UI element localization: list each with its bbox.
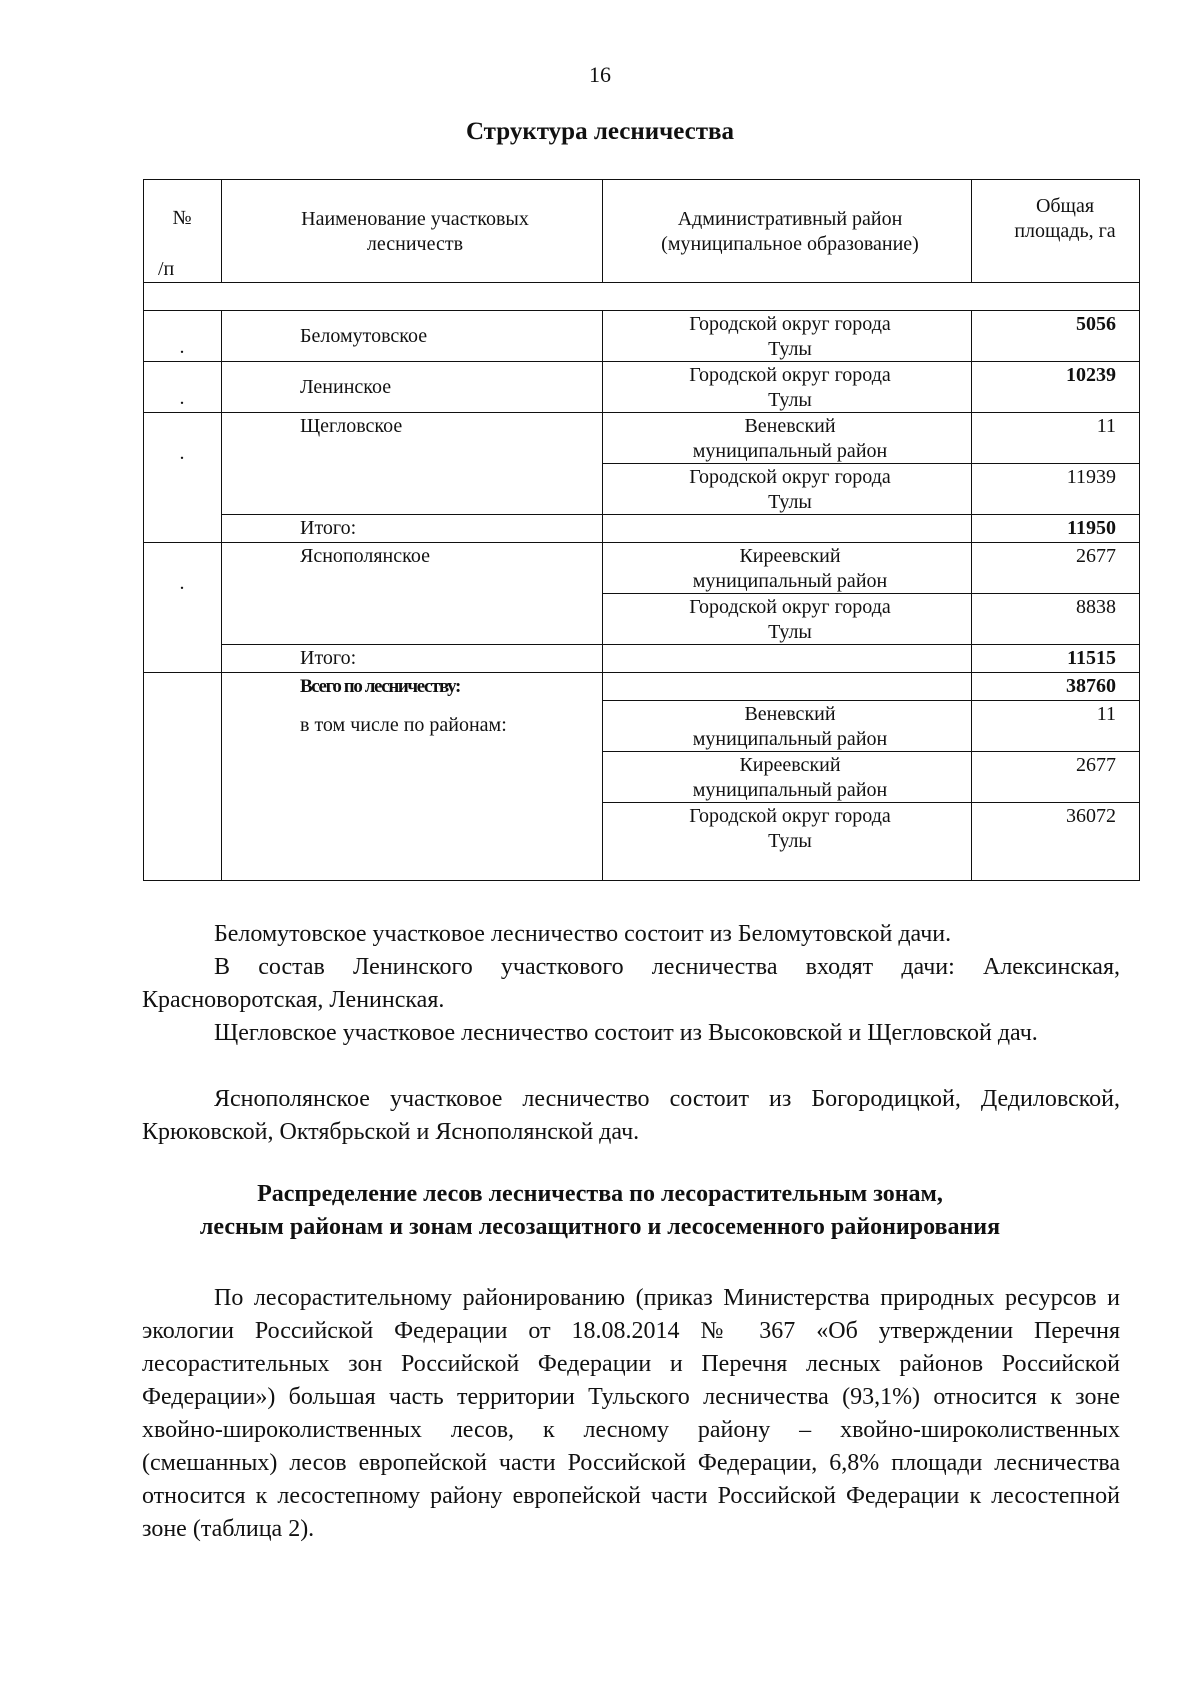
area: 36072	[1066, 805, 1116, 827]
forestry-name: Яснополянское	[300, 545, 430, 567]
district: Веневский муниципальный район	[692, 703, 888, 750]
forestry-name: Беломутовское	[300, 325, 428, 347]
area: 2677	[1076, 754, 1116, 776]
district: Городской округ города Тулы	[689, 596, 891, 643]
row-marker: .	[179, 387, 185, 409]
district: Городской округ города Тулы	[689, 364, 891, 411]
forestry-name: Щегловское	[300, 415, 403, 437]
subtotal-label: Итого:	[300, 517, 357, 539]
paragraph-zoning: По лесорастительному районированию (приказ Министерства природных ресурсов и экологии Российской Федерации от 18.08.2014 № 367 «Об утверждении Перечня лесорастительных зон Российской Федерации и Перечня лесных районов Российской Федерации») большая часть территории Тульского лесничества (93,1%) относится к зоне хвойно-широколиственных лесов, к лесному району – хвойно-широколиственных (смешанных) лесов европейской части Российской Федерации, 6,8% площади лесничества относится к лесостепному району европейской части Российской Федерации к лесостепной зоне (таблица 2).	[142, 1285, 1120, 1542]
district: Городской округ города Тулы	[689, 805, 891, 852]
section-heading-line-2: лесным районам и зонам лесозащитного и лесосеменного районирования	[199, 1214, 1001, 1240]
area: 2677	[1076, 545, 1116, 567]
header-district: Административный район (муниципальное образование)	[661, 208, 919, 255]
district: Киреевский муниципальный район	[692, 545, 888, 592]
area: 5056	[1076, 313, 1116, 335]
row-marker: .	[179, 442, 185, 464]
area: 11	[1096, 703, 1116, 725]
forestry-name: Ленинское	[300, 376, 392, 398]
paragraph-lenin: В состав Ленинского участкового лесничества входят дачи: Алексинская, Красноворотская, Ленинская.	[142, 954, 1120, 1013]
row-marker: .	[179, 336, 185, 358]
subtotal: 11515	[1067, 647, 1116, 669]
area: 10239	[1066, 364, 1116, 386]
area: 11939	[1066, 466, 1116, 488]
district: Городской округ города Тулы	[689, 313, 891, 360]
table-title: Структура лесничества	[465, 118, 735, 145]
header-number-sub: /п	[158, 258, 175, 280]
paragraph-belomut: Беломутовское участковое лесничество состоит из Беломутовской дачи.	[214, 921, 952, 947]
page-number: 16	[589, 62, 611, 87]
area: 8838	[1076, 596, 1116, 618]
subtotal: 11950	[1067, 517, 1116, 539]
section-heading-line-1: Распределение лесов лесничества по лесорастительным зонам,	[257, 1181, 943, 1207]
district: Городской округ города Тулы	[689, 466, 891, 513]
row-marker: .	[179, 572, 185, 594]
subtotal-label: Итого:	[300, 647, 357, 669]
area: 11	[1096, 415, 1116, 437]
paragraph-yasno: Яснополянское участковое лесничество состоит из Богородицкой, Дедиловской, Крюковской, Октябрьской и Яснополянской дач.	[142, 1086, 1120, 1145]
header-name: Наименование участковых лесничеств	[301, 208, 529, 255]
grand-total-label: Всего по лесничеству:	[300, 676, 460, 697]
district: Веневский муниципальный район	[692, 415, 888, 462]
grand-total: 38760	[1066, 675, 1116, 697]
header-area: Общая площадь, га	[1014, 195, 1116, 242]
district: Киреевский муниципальный район	[692, 754, 888, 801]
paragraph-shchegl: Щегловское участковое лесничество состоит из Высоковской и Щегловской дач.	[214, 1020, 1038, 1046]
by-district-label: в том числе по районам:	[300, 714, 507, 736]
header-number: №	[172, 207, 192, 229]
